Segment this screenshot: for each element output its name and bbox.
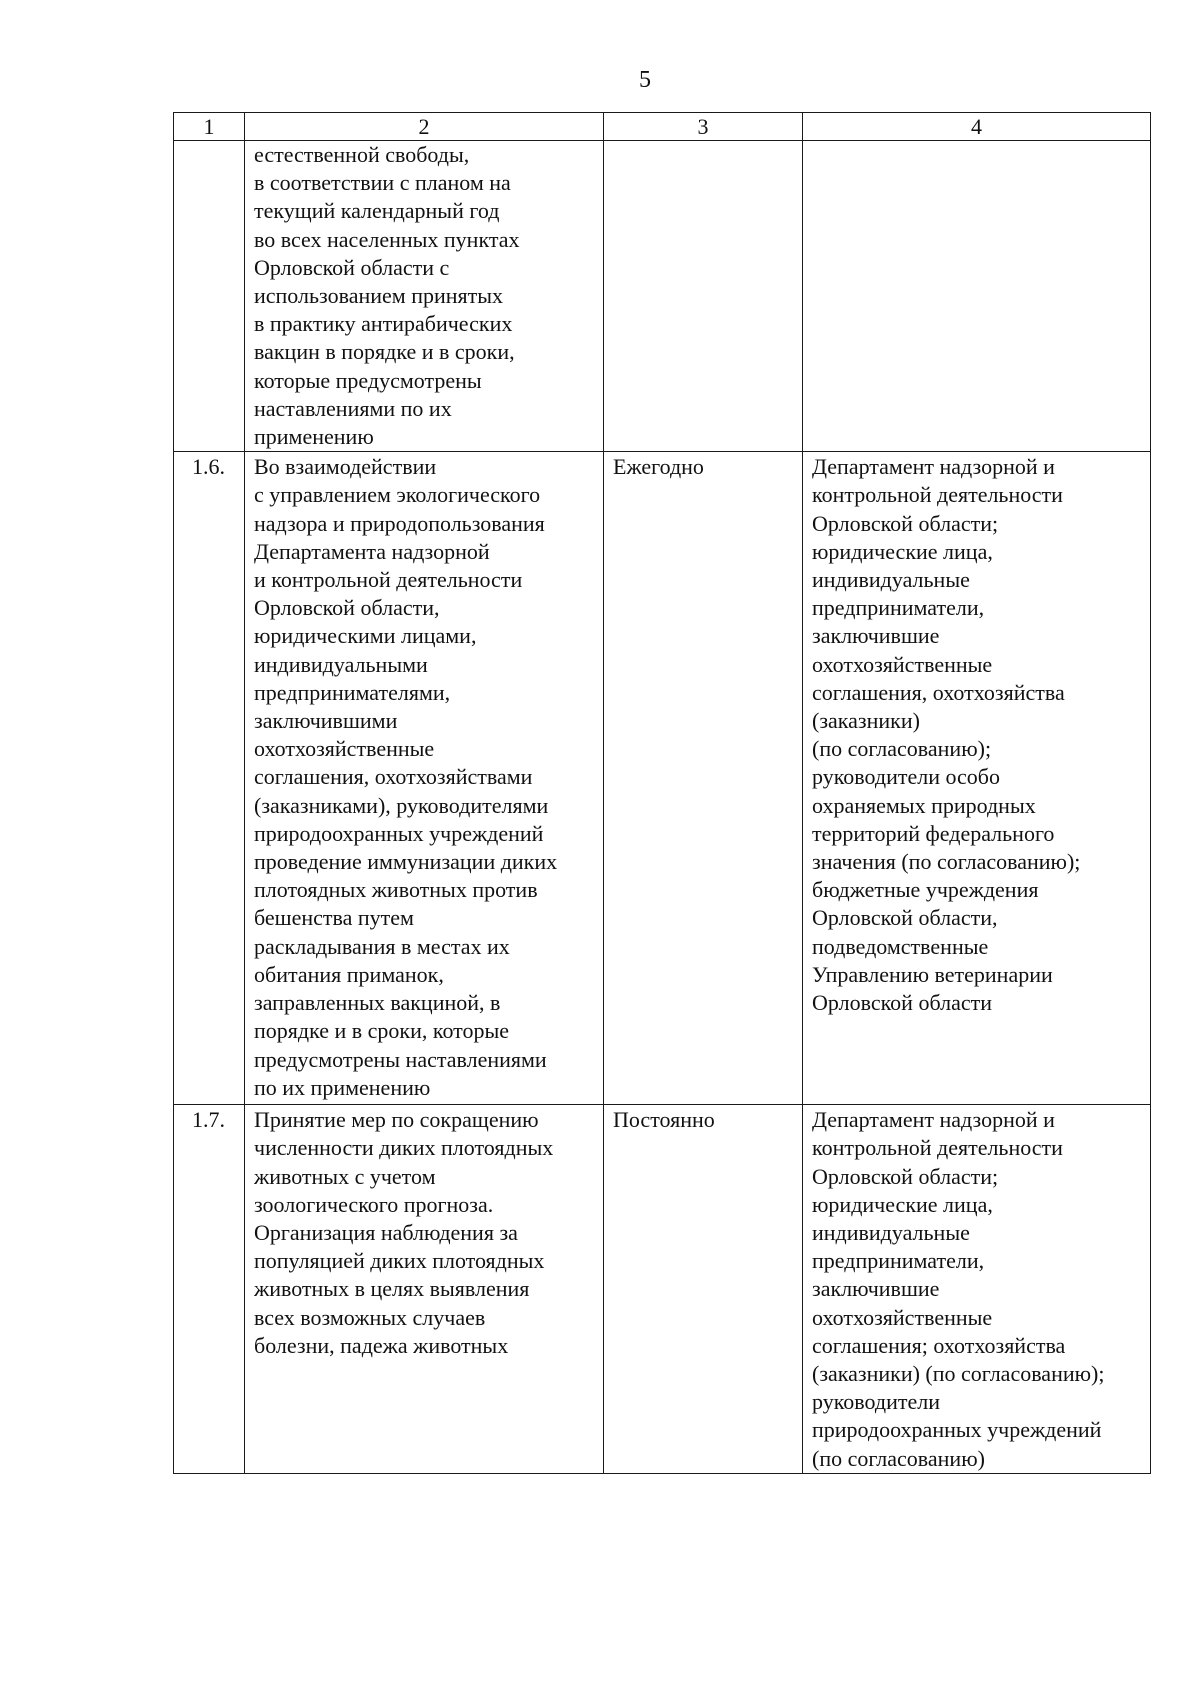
text-line: предприниматели, xyxy=(812,1248,985,1274)
text-line: Принятие мер по сокращению xyxy=(254,1107,539,1133)
measures-table xyxy=(173,112,1151,1474)
text-line: предпринимателями, xyxy=(254,679,451,705)
text-line: руководители особо xyxy=(812,764,1000,790)
text-line: (заказники) (по согласованию); xyxy=(812,1361,1105,1387)
text-line: (по согласованию); xyxy=(812,736,992,762)
text-line: предприниматели, xyxy=(812,595,985,621)
table-row xyxy=(174,141,1151,452)
text-line: животных в целях выявления xyxy=(254,1276,530,1302)
text-line: во всех населенных пунктах xyxy=(254,226,520,252)
text-line: обитания приманок, xyxy=(254,961,444,987)
table-row xyxy=(174,452,1151,1105)
text-line: Орловской области, xyxy=(812,905,998,931)
term-cell: Постоянно xyxy=(604,1105,803,1474)
text-line: юридическими лицами, xyxy=(254,623,477,649)
text-line: охотхозяйственные xyxy=(812,1304,993,1330)
text-line: животных с учетом xyxy=(254,1163,436,1189)
text-line: проведение иммунизации диких xyxy=(254,849,558,875)
text-line: зоологического прогноза. xyxy=(254,1191,494,1217)
text-line: юридические лица, xyxy=(812,538,993,564)
text-line: соглашения, охотхозяйствами xyxy=(254,764,533,790)
text-line: численности диких плотоядных xyxy=(254,1135,554,1161)
item-number-cell: 1.6. xyxy=(174,452,245,1105)
text-line: контрольной деятельности xyxy=(812,1135,1063,1161)
table-row xyxy=(174,1105,1151,1474)
text-line: порядке и в сроки, которые xyxy=(254,1018,510,1044)
text-line: охраняемых природных xyxy=(812,792,1036,818)
text-line: предусмотрены наставлениями xyxy=(254,1046,547,1072)
measure-description-cell xyxy=(245,452,604,1105)
text-line: которые предусмотрены xyxy=(254,367,482,393)
text-line: по их применению xyxy=(254,1074,431,1100)
text-line: контрольной деятельности xyxy=(812,482,1063,508)
term-cell: Ежегодно xyxy=(604,452,803,1105)
text-line: (заказниками), руководителями xyxy=(254,792,549,818)
text-line: применению xyxy=(254,424,374,450)
measure-description-cell xyxy=(245,1105,604,1474)
text-line: Орловской области xyxy=(812,990,992,1016)
executors-cell xyxy=(803,141,1151,452)
text-line: бюджетные учреждения xyxy=(812,877,1039,903)
text-line: текущий календарный год xyxy=(254,198,500,224)
text-line: природоохранных учреждений xyxy=(254,820,544,846)
header-cell-3: 3 xyxy=(604,113,803,141)
page-number: 5 xyxy=(639,67,651,93)
item-number-cell xyxy=(174,141,245,452)
text-line: Орловской области; xyxy=(812,510,999,536)
text-line: охотхозяйственные xyxy=(254,736,435,762)
text-line: использованием принятых xyxy=(254,283,504,309)
header-cell-2: 2 xyxy=(245,113,604,141)
text-line: раскладывания в местах их xyxy=(254,933,510,959)
text-line: соглашения; охотхозяйства xyxy=(812,1332,1066,1358)
text-line: Департамент надзорной и xyxy=(812,454,1055,480)
text-line: в соответствии с планом на xyxy=(254,170,511,196)
text-line: в практику антирабических xyxy=(254,311,513,337)
text-line: Орловской области; xyxy=(812,1163,999,1189)
header-cell-4: 4 xyxy=(803,113,1151,141)
text-line: заключившими xyxy=(254,708,398,734)
text-line: заправленных вакциной, в xyxy=(254,990,501,1016)
text-line: вакцин в порядке и в сроки, xyxy=(254,339,515,365)
text-line: и контрольной деятельности xyxy=(254,567,523,593)
header-cell-1: 1 xyxy=(174,113,245,141)
text-line: Орловской области с xyxy=(254,254,450,280)
text-line: Во взаимодействии xyxy=(254,454,437,480)
item-number-cell: 1.7. xyxy=(174,1105,245,1474)
text-line: заключившие xyxy=(812,1276,940,1302)
text-line: (по согласованию) xyxy=(812,1445,985,1471)
text-line: плотоядных животных против xyxy=(254,877,538,903)
text-line: подведомственные xyxy=(812,933,989,959)
text-line: популяцией диких плотоядных xyxy=(254,1248,545,1274)
text-line: бешенства путем xyxy=(254,905,414,931)
text-line: Департамента надзорной xyxy=(254,538,490,564)
text-line: индивидуальными xyxy=(254,651,428,677)
text-line: индивидуальные xyxy=(812,567,970,593)
text-line: территорий федерального xyxy=(812,820,1055,846)
text-line: охотхозяйственные xyxy=(812,651,993,677)
text-line: естественной свободы, xyxy=(254,142,470,167)
text-line: болезни, падежа животных xyxy=(254,1332,509,1358)
executors-cell xyxy=(803,1105,1151,1474)
text-line: природоохранных учреждений xyxy=(812,1417,1102,1443)
text-line: значения (по согласованию); xyxy=(812,849,1081,875)
text-line: индивидуальные xyxy=(812,1220,970,1246)
term-cell xyxy=(604,141,803,452)
text-line: Управлению ветеринарии xyxy=(812,961,1053,987)
text-line: с управлением экологического xyxy=(254,482,541,508)
text-line: Орловской области, xyxy=(254,595,440,621)
executors-cell xyxy=(803,452,1151,1105)
text-line: руководители xyxy=(812,1389,940,1415)
text-line: наставлениями по их xyxy=(254,395,452,421)
text-line: юридические лица, xyxy=(812,1191,993,1217)
text-line: Департамент надзорной и xyxy=(812,1107,1055,1133)
text-line: всех возможных случаев xyxy=(254,1304,486,1330)
table-header-row xyxy=(174,113,1151,141)
text-line: заключившие xyxy=(812,623,940,649)
text-line: надзора и природопользования xyxy=(254,510,545,536)
measure-description-cell xyxy=(245,141,604,452)
text-line: Организация наблюдения за xyxy=(254,1220,518,1246)
text-line: (заказники) xyxy=(812,708,920,734)
text-line: соглашения, охотхозяйства xyxy=(812,679,1065,705)
